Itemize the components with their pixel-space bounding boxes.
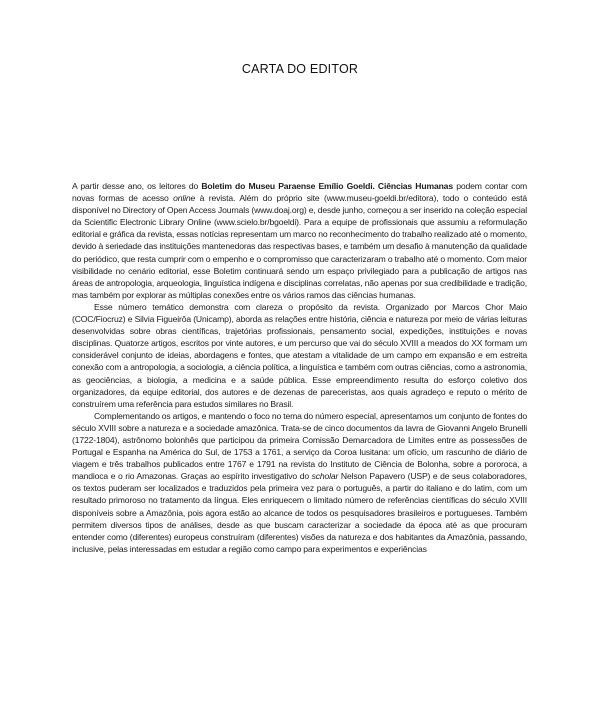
document-body bbox=[72, 180, 527, 555]
paragraph-2 bbox=[72, 301, 527, 410]
paragraph-1-segment: online bbox=[173, 193, 196, 204]
paragraph-1 bbox=[72, 180, 527, 301]
page-title: CARTA DO EDITOR bbox=[241, 62, 359, 76]
paragraph-3-segment: scholar bbox=[311, 471, 339, 482]
paragraph-1-segment: Boletim do Museu Paraense Emílio Goeldi. Ciências Humanas bbox=[201, 181, 453, 191]
paragraph-3-segment: Complementando os artigos, e mantendo o foco no tema do número especial, apresentamos um conjunto de fontes do século XVIII sobre a natureza e a sociedade amazônica. Trata-se de cinco documentos da lavra de Giovanni Angelo Brunelli (1722-1804), astrônomo bolonhês que participou da primeira Comissão Demarcadora de Limites entre as possessões de Portugal e Espanha na América do Sul, de 1753 a 1761, a serviço da Coroa lusitana: um ofício, um rascunho de diário de viagem e três trabalhos publicados entre 1767 e 1791 na revista do Instituto de Ciência de Bolonha, sobre a pororoca, a mandioca e o rio Amazonas. Graças ao espírito investigativo do bbox=[72, 410, 527, 482]
paragraph-3-segment: Nelson Papavero (USP) e de seus colaboradores, os textos puderam ser localizados e traduzidos pela primeira vez para o português, a partir do italiano e do latim, com um resultado primoroso no tratamento da língua. Eles enriquecem o limitado número de referências científicas do século XVIII disponíveis sobre a Amazônia, pois agora estão ao alcance de todos os pesquisadores brasileiros e portugueses. Também permitem diversos tipos de análises, desde as que buscam caracterizar a sociedade da época até as que procuram entender como (diferentes) europeus construíram (diferentes) visões da natureza e dos habitantes da Amazônia, passando, inclusive, pelas interessadas em estudar a região como campo para experimentos e experiências bbox=[72, 471, 527, 554]
paragraph-1-segment: podem contar com novas formas de acesso bbox=[72, 181, 527, 204]
paragraph-2-segment: Esse número temático demonstra com clareza o propósito da revista. Organizado por Marcos Chor Maio (COC/Fiocruz) e Silvia Figueirôa (Unicamp), aborda as relações entre história, ciência e natureza por meio de várias leituras desenvolvidas sobre obras científicas, trajetórias profissionais, pensamento social, expedições, instituições e novas disciplinas. Quatorze artigos, escritos por vinte autores, e um percurso que vai do século XVIII a meados do XX formam um considerável conjunto de ideias, abordagens e fontes, que atestam a vitalidade de um campo em expansão e em estreita conexão com a antropologia, a sociologia, a ciência política, a linguística e também com outras ciências, como a astronomia, as geociências, a biologia, a medicina e a saúde pública. Esse empreendimento resulta do esforço coletivo dos organizadores, da equipe editorial, dos autores e de dezenas de pareceristas, aos quais agradeço e reputo o mérito de construírem uma referência para estudos similares no Brasil. bbox=[72, 301, 527, 409]
paragraph-3 bbox=[72, 410, 527, 555]
paragraph-1-segment: à revista. Além do próprio site (www.museu-goeldi.br/editora), todo o conteúdo está disponível no Directory of Open Access Journals (www.doaj.org) e, desde junho, começou a ser inserido na coleção especial da Scientific Electronic Library Online (www.scielo.br/bgoeldi). Para a equipe de profissionais que assumiu a reformulação editorial e gráfica da revista, essas notícias representam um marco no reconhecimento do trabalho realizado até o momento, devido à seriedade das instituições mantenedoras das respectivas bases, e também um desafio à manutenção da qualidade do periódico, que resta cumprir com o empenho e o compromisso que caracterizaram o trabalho até o momento. Com maior visibilidade no cenário editorial, esse Boletim continuará sendo um espaço privilegiado para a publicação de artigos nas áreas de antropologia, arqueologia, linguística indígena e disciplinas correlatas, não apenas por sua credibilidade e tradição, mas também por explorar as múltiplas conexões entre os vários ramos das ciências humanas. bbox=[72, 193, 527, 300]
paragraph-1-segment: A partir desse ano, os leitores do bbox=[72, 181, 202, 191]
